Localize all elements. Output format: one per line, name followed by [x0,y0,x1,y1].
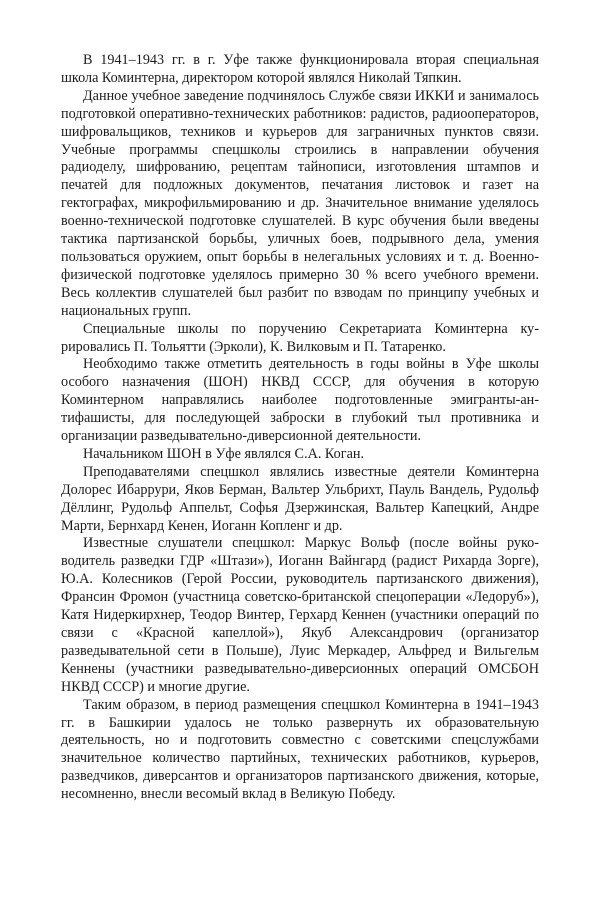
paragraph-teachers: Преподавателями спецшкол являлись известные деятели Коминтерна Долорес Ибаррури, Яков Берман, Вальтер Ульбрихт, Пауль Вандель, Рудольф Дёллинг, Рудольф Аппельт, Софья Дзержинская, Вальтер Капецкий, Андре Марти, Бернхард Кенен, Иоганн Копленг и др. [61,463,539,534]
paragraph-shon-school: Необходимо также отметить деятельность в годы войны в Уфе школы особого назначения (ШОН) НКВД СССР, для обучения в которую Коминтерном направлялись наиболее подготовленные эмигранты-антифашисты, для последующей заброски в глубокий тыл противника и организации разведывательно-диверсионной деятельности. [61,356,539,445]
paragraph-notable-students: Известные слушатели спецшкол: Маркус Вольф (после войны руководитель разведки ГДР «Штази»), Иоганн Вайнгард (радист Рихарда Зорге), Ю.А. Колесников (Герой России, руководитель партизанского движения), Франсин Фромон (участница советско-британской спецоперации «Ледоруб»), Катя Нидеркирхнер, Теодор Винтер, Герхард Кеннен (участники операций по связи с «Красной капеллой»), Якуб Александрович (организатор разведывательной сети в Польше), Луис Меркадер, Альфред и Вильгельм Кеннены (участники разведывательно-диверсионных операций ОМСБОН НКВД СССР) и многие другие. [61,535,539,695]
paragraph-supervisors: Специальные школы по поручению Секретариата Коминтерна курировались П. Тольятти (Эрколи), К. Вилковым и П. Татаренко. [61,320,539,355]
paragraph-conclusion: Таким образом, в период размещения спецшкол Коминтерна в 1941–1943 гг. в Башкирии удалось не только развернуть их образовательную деятельность, но и подготовить совместно с советскими спецслужбами значительное количество партийных, технических работников, курьеров, разведчиков, диверсантов и организаторов партизанского движения, которые, несомненно, внесли весомый вклад в Великую Победу. [61,696,539,803]
paragraph-second-school-intro: В 1941–1943 гг. в г. Уфе также функционировала вторая специальная школа Коминтерна, директором которой являлся Николай Тяпкин. [61,52,539,86]
paragraph-shon-head: Начальником ШОН в Уфе являлся С.А. Коган. [83,445,365,462]
paragraph-curriculum: Данное учебное заведение подчинялось Службе связи ИККИ и занималось подготовкой оперативно-технических работников: радистов, радиооператоров, шифровальщиков, техников и курьеров для заграничных пунктов связи. Учебные программы спецшколы строились в направлении обучения радиоделу, шифрованию, рецептам тайнописи, изготовления штампов и печатей для подложных документов, печатания листовок и газет на гектографах, микрофильмированию и др. Значительное внимание уделялось военно-технической подготовке слушателей. В курс обучения были введены тактика партизанской борьбы, уличных боев, подрывного дела, умения пользоваться оружием, опыт борьбы в нелегальных условиях и т. д. Военно-физической подготовке уделялось примерно 30 % всего учебного времени. Весь коллектив слушателей был разбит по взводам по принципу учебных и национальных групп. [61,87,539,319]
document-page [61,52,539,804]
